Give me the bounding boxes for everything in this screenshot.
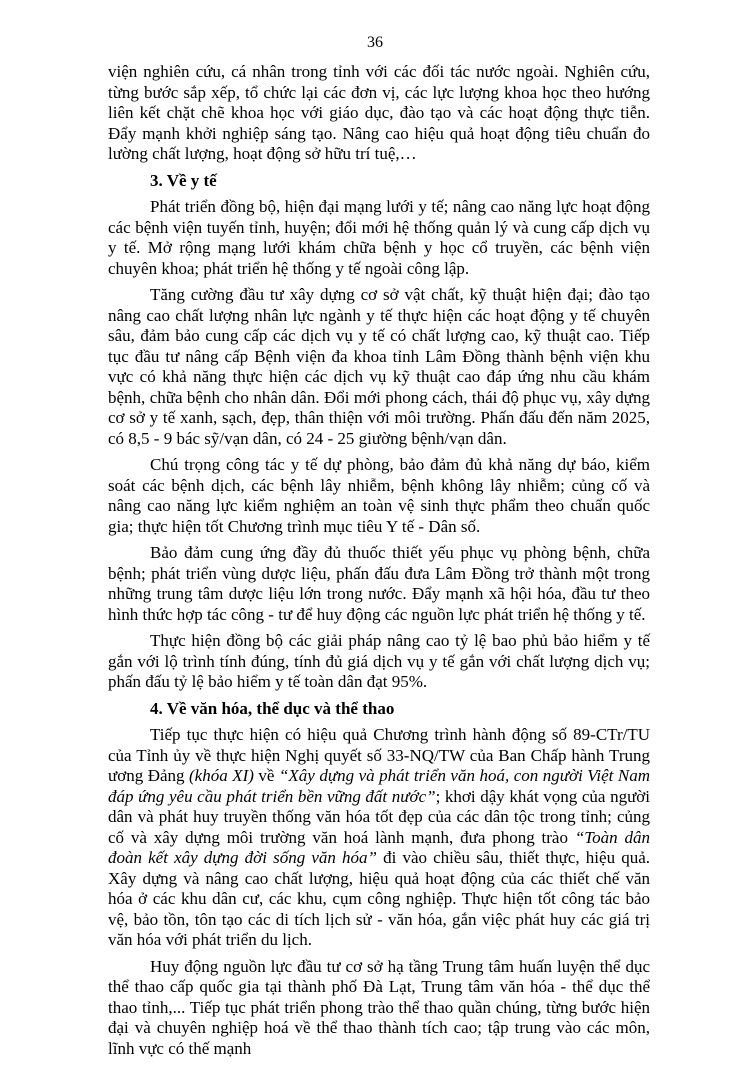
text-run: ; khơi dậy khát vọng của người dân và phát huy truyền thống văn hóa tốt đẹp của các dân tộc trong tỉnh; củng cố và xây dựng môi trường văn hoá lành mạnh, đưa phong trào xyxy=(108,786,650,847)
italic-run: (khóa XI) xyxy=(189,766,254,785)
body-text xyxy=(108,62,650,1065)
page-number: 36 xyxy=(367,34,383,51)
section-heading-culture-sports: 4. Về văn hóa, thể dục và thể thao xyxy=(150,698,395,718)
italic-quote: “Xây dựng và phát triển văn hoá, con người Việt Nam đáp ứng yêu cầu phát triển bền vững đất nước” xyxy=(108,766,651,806)
health-paragraph-2: Tăng cường đầu tư xây dựng cơ sở vật chất, kỹ thuật hiện đại; đào tạo nâng cao chất lượng nhân lực ngành y tế thực hiện các hoạt động y tế chuyên sâu, đảm bảo cung cấp các dịch vụ y tế có chất lượng cao, kỹ thuật cao. Tiếp tục đầu tư nâng cấp Bệnh viện đa khoa tỉnh Lâm Đồng thành bệnh viện khu vực có khả năng thực hiện các dịch vụ kỹ thuật cao đáp ứng nhu cầu khám bệnh, chữa bệnh cho nhân dân. Đổi mới phong cách, thái độ phục vụ, xây dựng cơ sở y tế xanh, sạch, đẹp, thân thiện với môi trường. Phấn đấu đến năm 2025, có 8,5 - 9 bác sỹ/vạn dân, có 24 - 25 giường bệnh/vạn dân. xyxy=(108,285,650,448)
section-heading-health: 3. Về y tế xyxy=(150,170,217,190)
text-run: Tiếp tục thực hiện có hiệu quả Chương trình hành động số 89-CTr/TU của Tỉnh ủy về thực hiện Nghị quyết số 33-NQ/TW của Ban Chấp hành Trung ương Đảng xyxy=(108,725,650,785)
text-run: đi vào chiều sâu, thiết thực, hiệu quả. Xây dựng và nâng cao chất lượng, hiệu quả hoạt động của các thiết chế văn hóa ở các khu dân cư, các khu, cụm công nghiệp. Thực hiện tốt công tác bảo vệ, bảo tồn, tôn tạo các di tích lịch sử - văn hóa, gắn việc phát huy các giá trị văn hóa với phát triển du lịch. xyxy=(108,848,650,949)
culture-paragraph-2: Huy động nguồn lực đầu tư cơ sở hạ tầng Trung tâm huấn luyện thể dục thể thao cấp quốc gia tại thành phố Đà Lạt, Trung tâm văn hóa - thể dục thể thao tỉnh,... Tiếp tục phát triển phong trào thể thao quần chúng, từng bước hiện đại và chuyên nghiệp hoá về thể thao thành tích cao; tập trung vào các môn, lĩnh vực có thế mạnh xyxy=(108,956,650,1058)
health-paragraph-5: Thực hiện đồng bộ các giải pháp nâng cao tỷ lệ bao phủ bảo hiểm y tế gắn với lộ trình tính đúng, tính đủ giá dịch vụ y tế gắn với chất lượng dịch vụ; phấn đấu tỷ lệ bảo hiểm y tế toàn dân đạt 95%. xyxy=(108,631,650,691)
continued-paragraph: viện nghiên cứu, cá nhân trong tỉnh với các đối tác nước ngoài. Nghiên cứu, từng bước sắp xếp, tổ chức lại các đơn vị, các lực lượng khoa học theo hướng liên kết chặt chẽ khoa học với giáo dục, đào tạo và các hoạt động thực tiễn. Đẩy mạnh khởi nghiệp sáng tạo. Nâng cao hiệu quả hoạt động tiêu chuẩn đo lường chất lượng, hoạt động sở hữu trí tuệ,… xyxy=(108,62,650,163)
culture-paragraph-1 xyxy=(108,725,650,951)
health-paragraph-3: Chú trọng công tác y tế dự phòng, bảo đảm đủ khả năng dự báo, kiểm soát các bệnh dịch, các bệnh lây nhiễm, bệnh không lây nhiễm; củng cố và nâng cao năng lực kiểm nghiệm an toàn vệ sinh thực phẩm theo chuẩn quốc gia; thực hiện tốt Chương trình mục tiêu Y tế - Dân số. xyxy=(108,455,650,536)
health-paragraph-4: Bảo đảm cung ứng đầy đủ thuốc thiết yếu phục vụ phòng bệnh, chữa bệnh; phát triển vùng dược liệu, phấn đấu đưa Lâm Đồng trở thành một trong những trung tâm dược liệu lớn trong nước. Đẩy mạnh xã hội hóa, đầu tư theo hình thức hợp tác công - tư để huy động các nguồn lực phát triển hệ thống y tế. xyxy=(108,543,650,624)
italic-quote: “Toàn dân đoàn kết xây dựng đời sống văn hóa” xyxy=(108,827,650,867)
health-paragraph-1: Phát triển đồng bộ, hiện đại mạng lưới y tế; nâng cao năng lực hoạt động các bệnh viện tuyến tỉnh, huyện; đổi mới hệ thống quản lý và cung cấp dịch vụ y tế. Mở rộng mạng lưới khám chữa bệnh y học cổ truyền, các bệnh viện chuyên khoa; phát triển hệ thống y tế ngoài công lập. xyxy=(108,197,650,278)
text-run: về xyxy=(253,766,279,785)
